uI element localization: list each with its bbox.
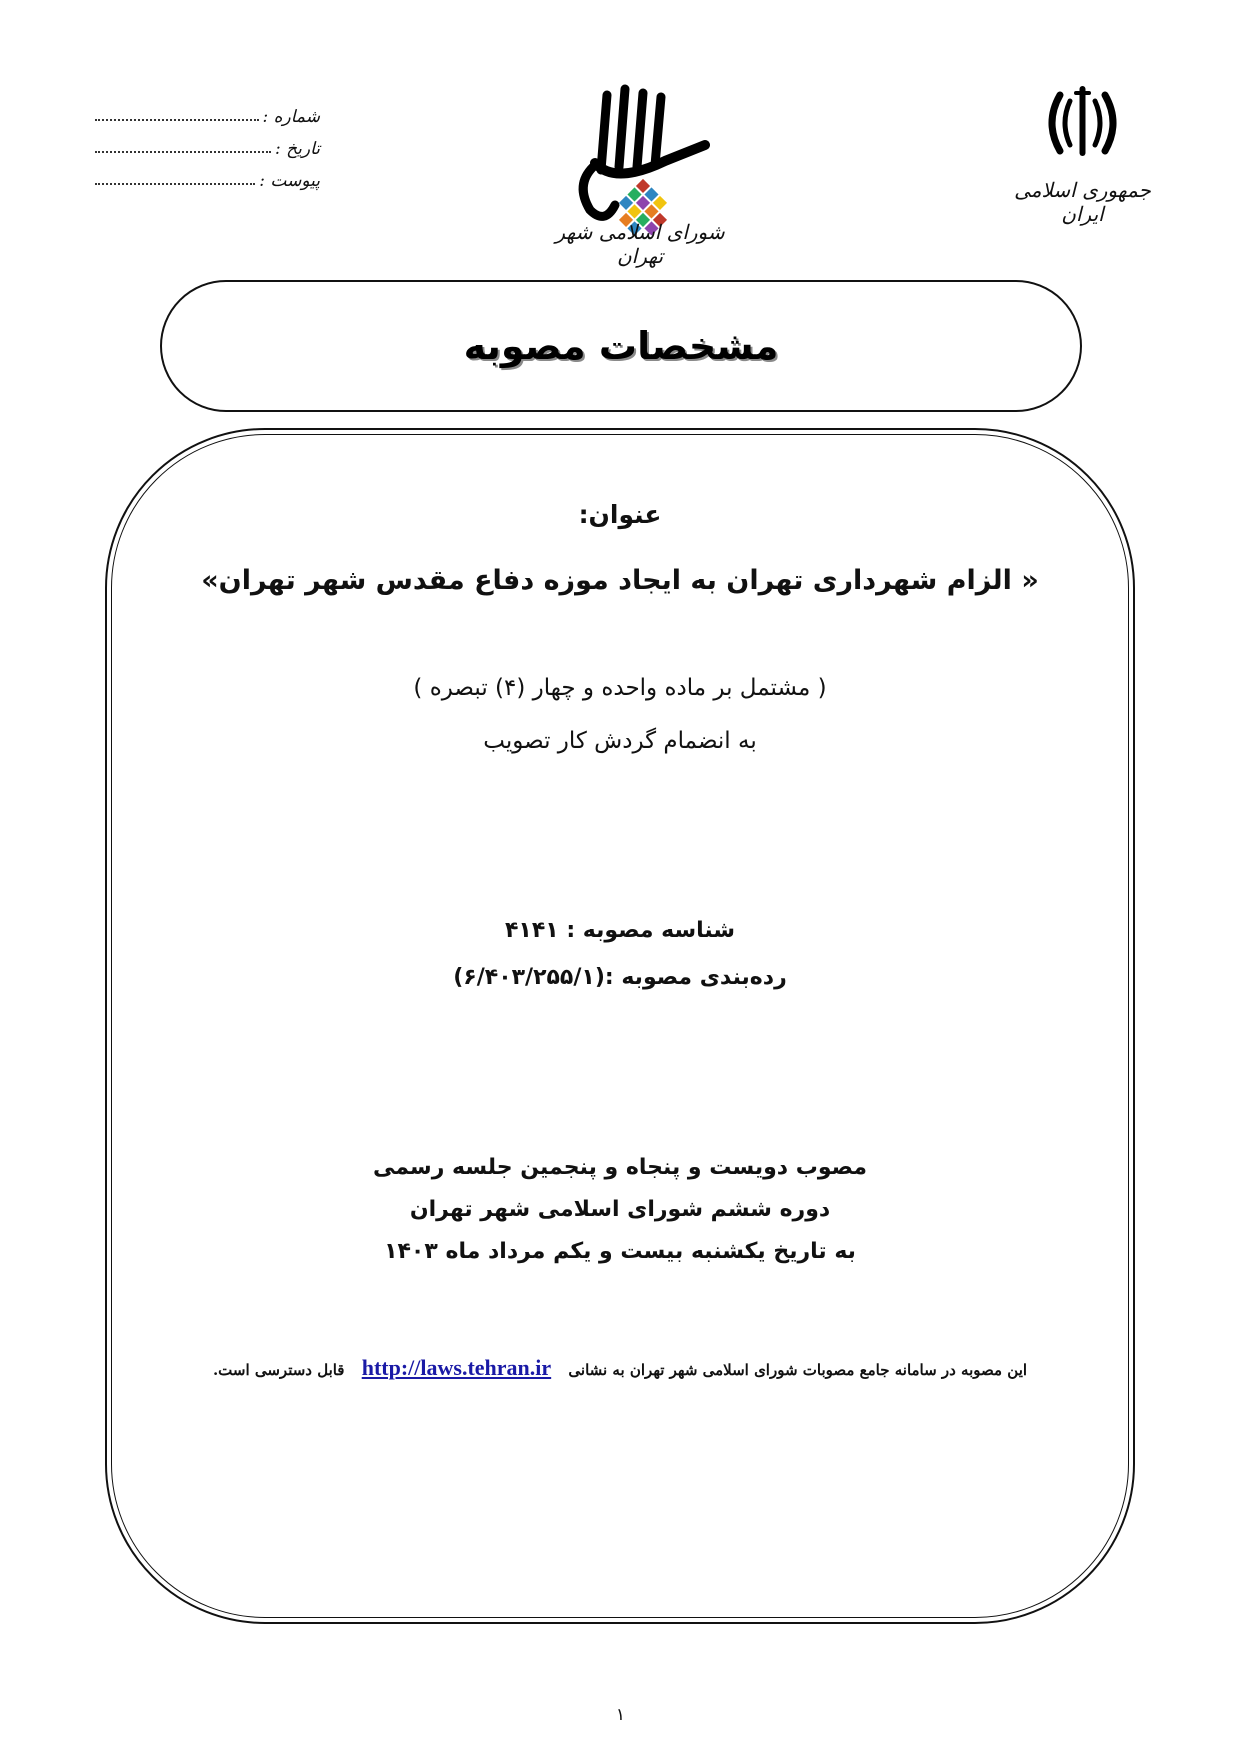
- form-field-date-label: تاریخ :: [275, 139, 320, 159]
- resolution-classification: رده‌بندی مصوبه :(۶/۴۰۳/۲۵۵/۱): [453, 965, 787, 990]
- form-field-date: [95, 127, 320, 159]
- laws-link[interactable]: http://laws.tehran.ir: [361, 1355, 552, 1380]
- approval-line-2: دوره ششم شورای اسلامی شهر تهران: [409, 1197, 831, 1222]
- letter-form-fields: [95, 95, 320, 191]
- banner-title: مشخصات مصوبه: [463, 324, 779, 368]
- form-field-attachment: [95, 159, 320, 191]
- council-caption: شورای اسلامی شهر تهران: [555, 220, 725, 268]
- access-note-suffix: قابل دسترسی است.: [212, 1361, 345, 1379]
- form-field-number: [95, 95, 320, 127]
- scope-line: ( مشتمل بر ماده واحده و چهار (۴) تبصره ): [413, 675, 827, 701]
- title-banner: [160, 280, 1082, 412]
- attachment-line: به انضمام گردش کار تصویب: [483, 728, 757, 754]
- main-frame-inner: [111, 434, 1129, 1618]
- page-number: ۱: [615, 1705, 626, 1725]
- form-field-attachment-label: پیوست :: [259, 171, 320, 191]
- subject-label: عنوان:: [578, 500, 662, 529]
- access-note: [111, 1355, 1129, 1381]
- subject-value: « الزام شهرداری تهران به ایجاد موزه دفاع مقدس شهر تهران»: [201, 565, 1039, 596]
- access-note-prefix: این مصوبه در سامانه جامع مصوبات شورای اسلامی شهر تهران به نشانی: [568, 1361, 1028, 1379]
- iran-emblem-icon: [1040, 85, 1125, 160]
- approval-line-3: به تاریخ یکشنبه بیست و یکم مرداد ماه ۱۴۰۳: [384, 1239, 856, 1264]
- emblem-caption: جمهوری اسلامی ایران: [1014, 178, 1151, 226]
- dotted-line: [95, 183, 255, 185]
- dotted-line: [95, 119, 259, 121]
- dotted-line: [95, 151, 271, 153]
- form-field-number-label: شماره :: [262, 107, 320, 127]
- resolution-id: شناسه مصوبه : ۴۱۴۱: [504, 918, 736, 943]
- approval-line-1: مصوب دویست و پنجاه و پنجمین جلسه رسمی: [373, 1155, 867, 1180]
